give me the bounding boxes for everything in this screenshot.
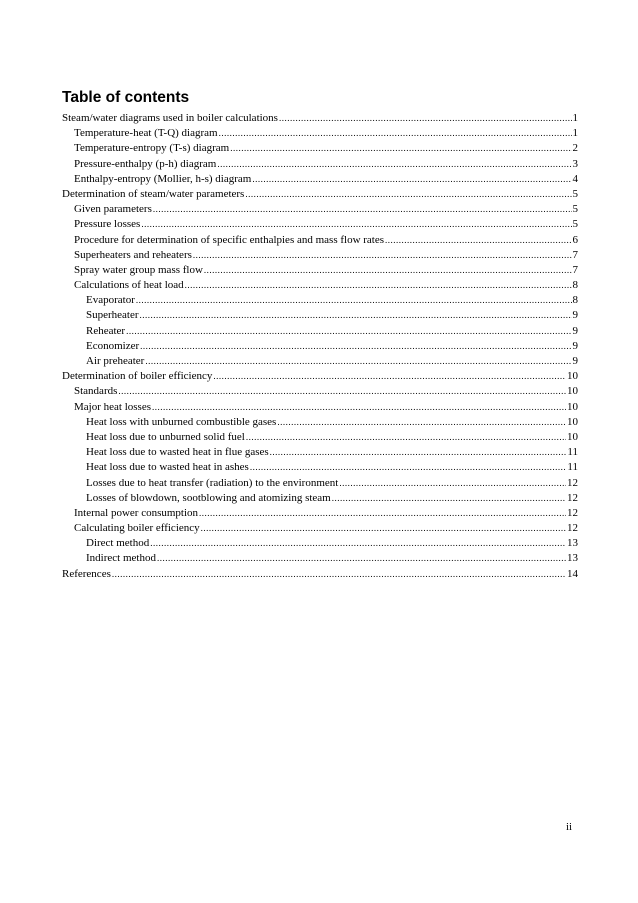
toc-entry-text: Procedure for determination of specific enthalpies and mass flow rates [74,233,385,246]
toc-dot-leader [270,445,567,460]
toc-entry[interactable] [62,202,578,217]
toc-entry[interactable] [62,551,578,566]
toc-entry[interactable] [62,521,578,536]
toc-dot-leader [157,551,566,566]
toc-entry[interactable] [62,263,578,278]
toc-dot-leader [213,369,566,384]
toc-entry-page: 14 [567,567,578,580]
toc-title: Table of contents [62,89,190,106]
toc-dot-leader [126,324,571,339]
toc-list [62,111,578,582]
toc-entry-text: Temperature-heat (T-Q) diagram [74,127,218,140]
toc-entry-page: 8 [572,279,578,292]
toc-entry-text: Heat loss due to wasted heat in ashes [86,461,249,474]
toc-dot-leader [332,491,566,506]
toc-entry-text: Air preheater [86,355,145,367]
toc-entry-page: 13 [567,537,578,550]
toc-entry-text: Calculating boiler efficiency [74,522,200,535]
toc-dot-leader [150,536,566,551]
toc-dot-leader [385,233,571,248]
toc-entry-text: Determination of boiler efficiency [62,370,213,383]
toc-entry-page: 10 [567,370,578,383]
toc-entry[interactable] [62,400,578,415]
toc-entry-page: 9 [572,355,578,367]
toc-dot-leader [185,278,572,293]
toc-entry-text: Losses due to heat transfer (radiation) to the environment [86,476,339,489]
toc-dot-leader [136,293,572,308]
toc-entry-page: 8 [572,294,578,307]
toc-dot-leader [140,339,571,354]
toc-entry-page: 6 [572,233,578,246]
toc-entry-page: 7 [572,248,578,261]
toc-entry-text: Spray water group mass flow [74,263,203,276]
toc-entry-text: Calculations of heat load [74,279,184,292]
toc-entry-page: 11 [567,461,578,474]
toc-entry-text: Superheaters and reheaters [74,248,192,261]
toc-entry-text: Heat loss with unburned combustible gases [86,415,277,428]
toc-entry-page: 13 [567,552,578,565]
toc-entry[interactable] [62,536,578,551]
toc-entry-text: Indirect method [86,552,156,565]
toc-entry[interactable] [62,172,578,187]
toc-dot-leader [112,567,566,582]
toc-entry[interactable] [62,126,578,141]
toc-dot-leader [204,263,572,278]
toc-entry-text: Given parameters [74,203,152,216]
toc-dot-leader [118,384,566,399]
toc-entry-page: 4 [572,172,578,185]
toc-dot-leader [140,308,572,323]
toc-entry-page: 12 [567,491,578,504]
toc-entry-text: Pressure-enthalpy (p-h) diagram [74,157,217,170]
toc-dot-leader [193,248,572,263]
toc-entry-page: 9 [572,339,578,352]
toc-entry-text: Reheater [86,324,126,337]
toc-dot-leader [246,430,566,445]
toc-entry[interactable] [62,217,578,232]
toc-dot-leader [245,187,571,202]
toc-dot-leader [145,354,571,369]
toc-entry[interactable] [62,248,578,263]
toc-entry[interactable] [62,324,578,339]
toc-entry-text: Superheater [86,309,139,322]
toc-entry[interactable] [62,111,578,126]
toc-entry[interactable] [62,157,578,172]
toc-entry-text: Losses of blowdown, sootblowing and atomizing steam [86,491,331,504]
toc-entry[interactable] [62,476,578,491]
toc-entry-page: 5 [572,203,578,216]
toc-entry-text: Major heat losses [74,400,151,413]
toc-entry-text: Economizer [86,339,140,352]
toc-dot-leader [219,126,572,141]
toc-entry[interactable] [62,354,578,369]
toc-entry[interactable] [62,308,578,323]
toc-dot-leader [277,415,566,430]
toc-entry-page: 10 [567,430,578,443]
toc-entry-text: Internal power consumption [74,506,199,519]
toc-entry-text: Direct method [86,537,150,550]
toc-entry-page: 12 [567,522,578,535]
toc-entry-page: 1 [572,127,578,140]
toc-dot-leader [201,521,566,536]
toc-entry[interactable] [62,278,578,293]
toc-entry[interactable] [62,460,578,475]
toc-entry-page: 11 [567,446,578,459]
toc-entry-page: 10 [567,385,578,398]
toc-dot-leader [339,476,566,491]
toc-entry-text: Standards [74,385,118,398]
toc-entry-text: Heat loss due to unburned solid fuel [86,430,245,443]
toc-entry[interactable] [62,141,578,156]
toc-entry[interactable] [62,567,578,582]
toc-entry-page: 10 [567,415,578,428]
toc-dot-leader [279,111,572,126]
toc-entry-page: 3 [572,157,578,170]
toc-entry[interactable] [62,430,578,445]
toc-dot-leader [199,506,566,521]
toc-entry-page: 9 [572,309,578,322]
toc-dot-leader [230,141,571,156]
toc-dot-leader [141,217,571,232]
toc-entry-page: 5 [572,187,578,200]
toc-entry-text: Temperature-entropy (T-s) diagram [74,142,230,155]
toc-entry[interactable] [62,445,578,460]
page-number: ii [566,821,573,833]
toc-entry[interactable] [62,506,578,521]
toc-entry-text: Enthalpy-entropy (Mollier, h-s) diagram [74,172,252,185]
toc-entry[interactable] [62,187,578,202]
toc-entry[interactable] [62,369,578,384]
toc-entry[interactable] [62,293,578,308]
toc-dot-leader [153,202,572,217]
toc-entry[interactable] [62,339,578,354]
toc-entry-text: Pressure losses [74,218,141,231]
toc-entry-text: Determination of steam/water parameters [62,187,245,200]
toc-entry-page: 12 [567,506,578,519]
toc-entry-page: 1 [572,112,578,124]
toc-dot-leader [252,172,571,187]
toc-entry-page: 9 [572,324,578,337]
toc-entry-text: References [62,567,111,580]
toc-dot-leader [217,157,571,172]
toc-entry[interactable] [62,233,578,248]
toc-entry[interactable] [62,384,578,399]
toc-entry-page: 7 [572,263,578,276]
toc-entry-text: Heat loss due to wasted heat in flue gases [86,446,269,459]
toc-entry-text: Evaporator [86,294,135,307]
toc-entry-page: 5 [572,218,578,231]
toc-entry-page: 10 [567,400,578,413]
toc-entry[interactable] [62,491,578,506]
toc-entry-page: 12 [567,476,578,489]
toc-entry-page: 2 [572,142,578,155]
toc-entry-text: Steam/water diagrams used in boiler calculations [62,112,278,124]
toc-entry[interactable] [62,415,578,430]
toc-dot-leader [152,400,566,415]
toc-dot-leader [250,460,567,475]
